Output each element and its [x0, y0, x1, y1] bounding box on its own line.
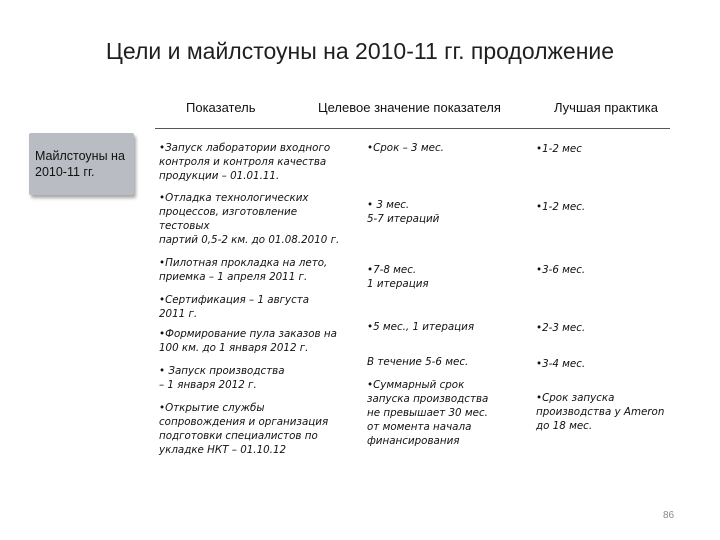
- indicator-item: •Сертификация – 1 августа 2011 г.: [159, 294, 310, 320]
- page-number: 86: [663, 510, 675, 521]
- indicator-item: •Формирование пула заказов на 100 км. до 1 января 2012 г.: [159, 328, 337, 354]
- practice-item: •1-2 мес.: [536, 201, 586, 213]
- practice-item: •3-6 мес.: [536, 264, 586, 276]
- practice-item: •Срок запуска производства у Ameron до 18 мес.: [536, 392, 665, 432]
- target-item: • 3 мес. 5-7 итераций: [367, 199, 440, 225]
- column-header-target: Целевое значение показателя: [318, 100, 501, 115]
- header-divider: [155, 128, 670, 129]
- indicator-item: • Запуск производства – 1 января 2012 г.: [159, 365, 285, 391]
- target-item: •5 мес., 1 итерация: [367, 321, 475, 333]
- slide-title: Цели и майлстоуны на 2010-11 гг. продолжение: [105, 38, 615, 64]
- target-item: •Суммарный срок запуска производства не превышает 30 мес. от момента начала финансирования: [367, 379, 489, 447]
- indicator-item: •Запуск лаборатории входного контроля и контроля качества продукции – 01.01.11.: [159, 142, 331, 182]
- practice-item: •3-4 мес.: [536, 358, 586, 370]
- column-header-indicator: Показатель: [186, 100, 256, 115]
- practice-item: •2-3 мес.: [536, 322, 586, 334]
- indicator-item: •Открытие службы сопровождения и организация подготовки специалистов по укладке НКТ – 01.10.12: [159, 402, 329, 456]
- column-header-practice: Лучшая практика: [554, 100, 659, 115]
- target-item: В течение 5-6 мес.: [367, 356, 469, 368]
- practice-item: •1-2 мес: [536, 143, 582, 155]
- milestones-label: Майлстоуны на 2010-11 гг.: [35, 149, 125, 179]
- indicator-item: •Отладка технологических процессов, изготовление тестовых партий 0,5-2 км. до 01.08.2010 г.: [159, 192, 340, 246]
- target-item: •Срок – 3 мес.: [367, 142, 444, 154]
- milestones-label-box: [29, 133, 134, 195]
- target-item: •7-8 мес. 1 итерация: [367, 264, 429, 290]
- indicator-item: •Пилотная прокладка на лето, приемка – 1 апреля 2011 г.: [159, 257, 328, 283]
